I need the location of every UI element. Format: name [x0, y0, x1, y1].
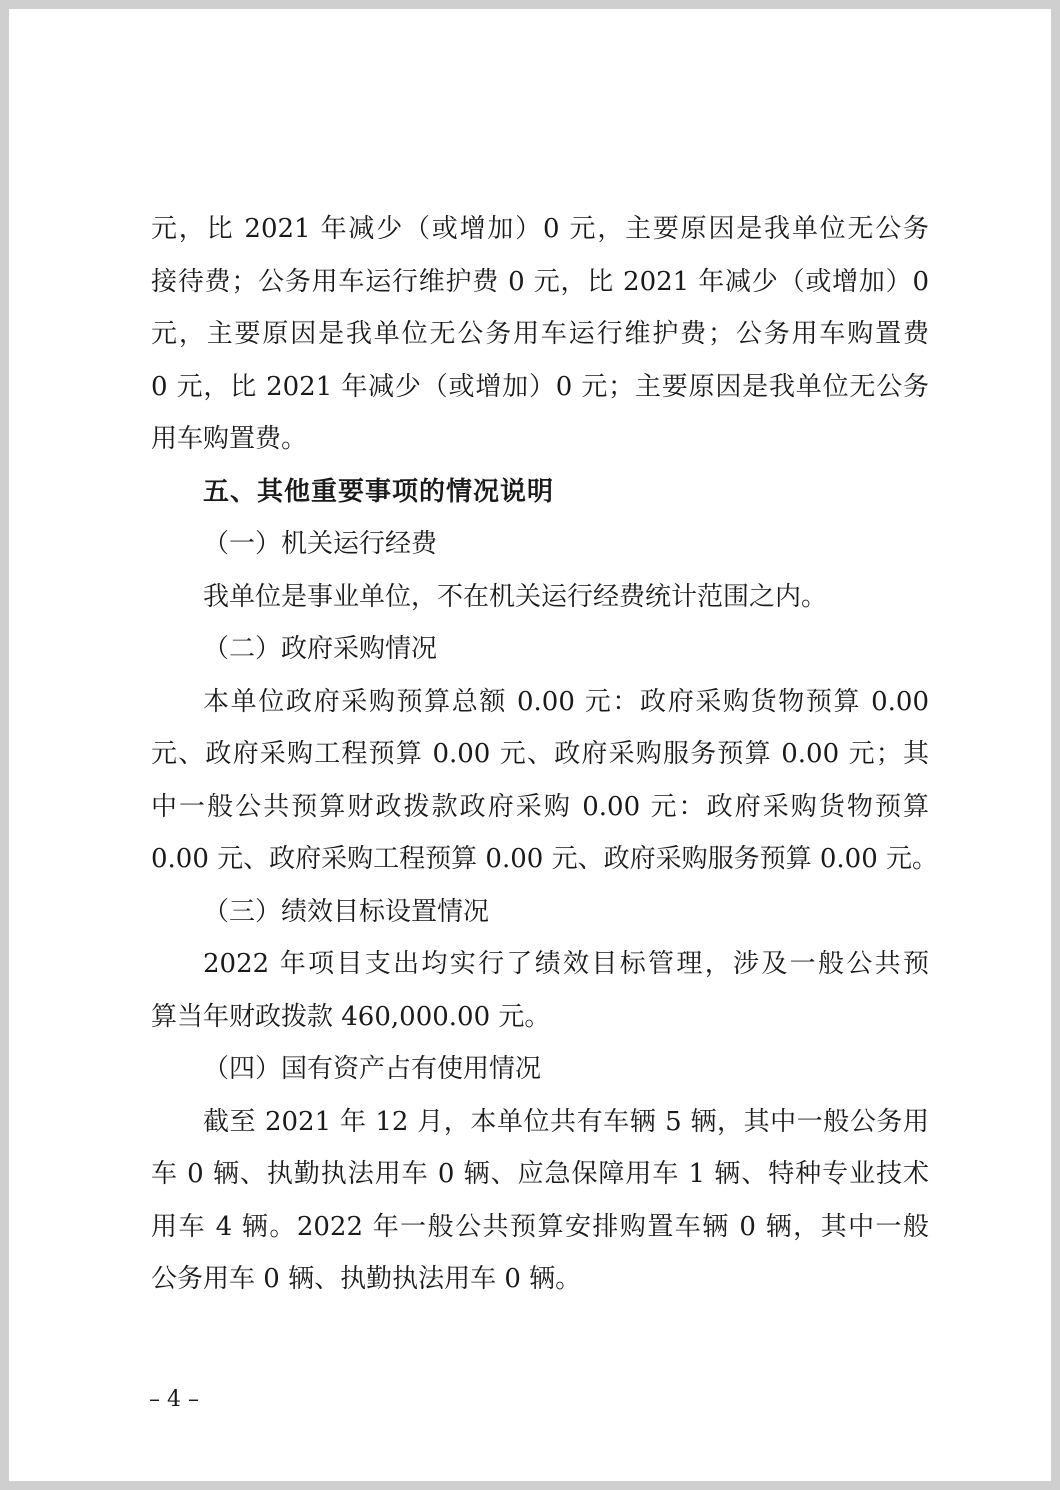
subsection-heading-1: （一）机关运行经费 — [203, 529, 438, 559]
page-number: – 4 – — [149, 1387, 199, 1412]
document-body — [151, 203, 938, 1306]
paragraph-line: 2022 年项目支出均实行了绩效目标管理，涉及一般公共预 — [203, 949, 929, 979]
document-page — [9, 9, 1051, 1481]
paragraph-line: 接待费；公务用车运行维护费 0 元，比 2021 年减少（或增加）0 — [151, 266, 929, 297]
paragraph-line: 用车 4 辆。2022 年一般公共预算安排购置车辆 0 辆，其中一般 — [151, 1211, 929, 1242]
paragraph-line: 车 0 辆、执勤执法用车 0 辆、应急保障用车 1 辆、特种专业技术 — [151, 1159, 929, 1189]
paragraph-line: 截至 2021 年 12 月，本单位共有车辆 5 辆，其中一般公务用 — [203, 1106, 929, 1137]
section-heading-5: 五、其他重要事项的情况说明 — [203, 476, 555, 507]
paragraph-line: 元，主要原因是我单位无公务用车运行维护费；公务用车购置费 — [151, 319, 929, 349]
subsection-heading-4: （四）国有资产占有使用情况 — [203, 1054, 542, 1084]
subsection-heading-2: （二）政府采购情况 — [203, 634, 438, 664]
paragraph-line: 用车购置费。 — [151, 424, 308, 454]
paragraph-line: 我单位是事业单位，不在机关运行经费统计范围之内。 — [203, 581, 828, 612]
paragraph-line: 元，比 2021 年减少（或增加）0 元，主要原因是我单位无公务 — [151, 214, 929, 244]
paragraph-line: 本单位政府采购预算总额 0.00 元：政府采购货物预算 0.00 — [203, 686, 929, 717]
paragraph-line: 算当年财政拨款 460,000.00 元。 — [151, 1001, 551, 1032]
paragraph-line: 0 元，比 2021 年减少（或增加）0 元；主要原因是我单位无公务 — [151, 371, 929, 402]
paragraph-line: 公务用车 0 辆、执勤执法用车 0 辆。 — [151, 1264, 582, 1294]
paragraph-line: 0.00 元、政府采购工程预算 0.00 元、政府采购服务预算 0.00 元。 — [151, 844, 938, 874]
subsection-heading-3: （三）绩效目标设置情况 — [203, 896, 490, 927]
paragraph-line: 中一般公共预算财政拨款政府采购 0.00 元：政府采购货物预算 — [151, 791, 929, 822]
paragraph-line: 元、政府采购工程预算 0.00 元、政府采购服务预算 0.00 元；其 — [151, 739, 929, 769]
